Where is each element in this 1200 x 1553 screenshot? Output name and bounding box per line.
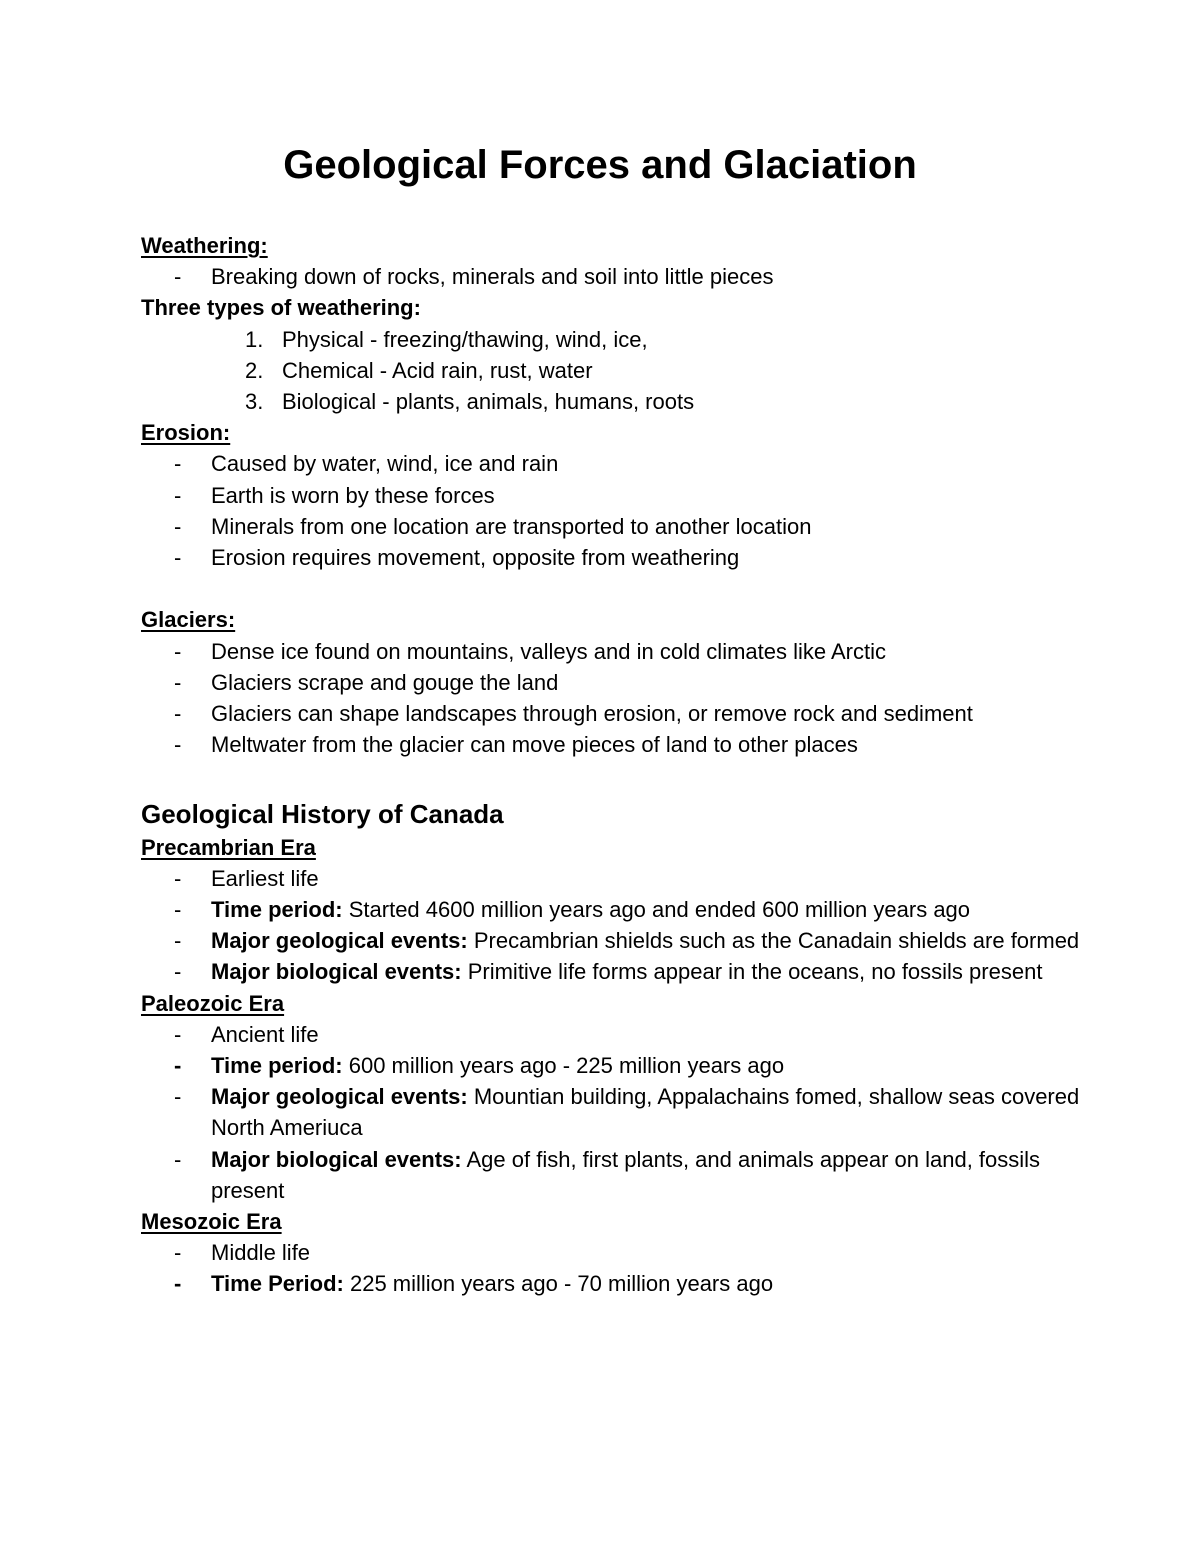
paleozoic-heading: Paleozoic Era [141,990,285,1016]
list-item: - Meltwater from the glacier can move pieces of land to other places [174,732,858,758]
list-item: - Glaciers scrape and gouge the land [174,669,559,695]
list-item: - Erosion requires movement, opposite from weathering [174,545,740,571]
history-heading: Geological History of Canada [141,798,504,829]
glaciers-heading: Glaciers: [141,607,236,633]
list-item: - Middle life [174,1240,311,1266]
spacer [141,760,1101,791]
list-item: - Glaciers can shape landscapes through erosion, or remove rock and sediment [174,701,973,727]
list-item: - Caused by water, wind, ice and rain [174,451,559,477]
numbered-item: 1. Physical - freezing/thawing, wind, ice, [245,326,648,352]
spacer [141,573,1101,604]
list-item: - Breaking down of rocks, minerals and soil into little pieces [141,261,1101,292]
list-item: - Major geological events: Mountian building, Appalachains fomed, shallow seas covered North Ameriuca [174,1084,1080,1141]
list-item: - Earth is worn by these forces [174,482,495,508]
weathering-heading: Weathering: [141,233,268,258]
list-item: - Time Period: 225 million years ago - 70 million years ago [174,1271,774,1297]
list-item: - Time period: 600 million years ago - 225 million years ago [174,1053,785,1079]
numbered-item: 2. Chemical - Acid rain, rust, water [245,357,593,383]
list-item: - Minerals from one location are transported to another location [174,513,812,539]
erosion-heading: Erosion: [141,420,231,446]
list-item: - Earliest life [174,865,319,891]
list-item: - Ancient life [174,1021,319,1047]
list-item: - Major geological events: Precambrian shields such as the Canadain shields are formed [174,928,1080,954]
numbered-item: 3. Biological - plants, animals, humans, roots [245,389,695,415]
precambrian-heading: Precambrian Era [141,834,316,860]
list-item: - Major biological events: Age of fish, first plants, and animals appear on land, fossils present [174,1146,1041,1203]
list-item: - Time period: Started 4600 million years ago and ended 600 million years ago [174,897,971,923]
document-body [141,230,1101,1300]
mesozoic-heading: Mesozoic Era [141,1209,282,1235]
document-title: Geological Forces and Glaciation [283,143,917,187]
weathering-types-heading: Three types of weathering: [141,295,421,321]
list-item: - Major biological events: Primitive life forms appear in the oceans, no fossils present [174,959,1043,985]
bullet-dash: - [174,264,182,290]
list-item: - Dense ice found on mountains, valleys and in cold climates like Arctic [174,638,887,664]
